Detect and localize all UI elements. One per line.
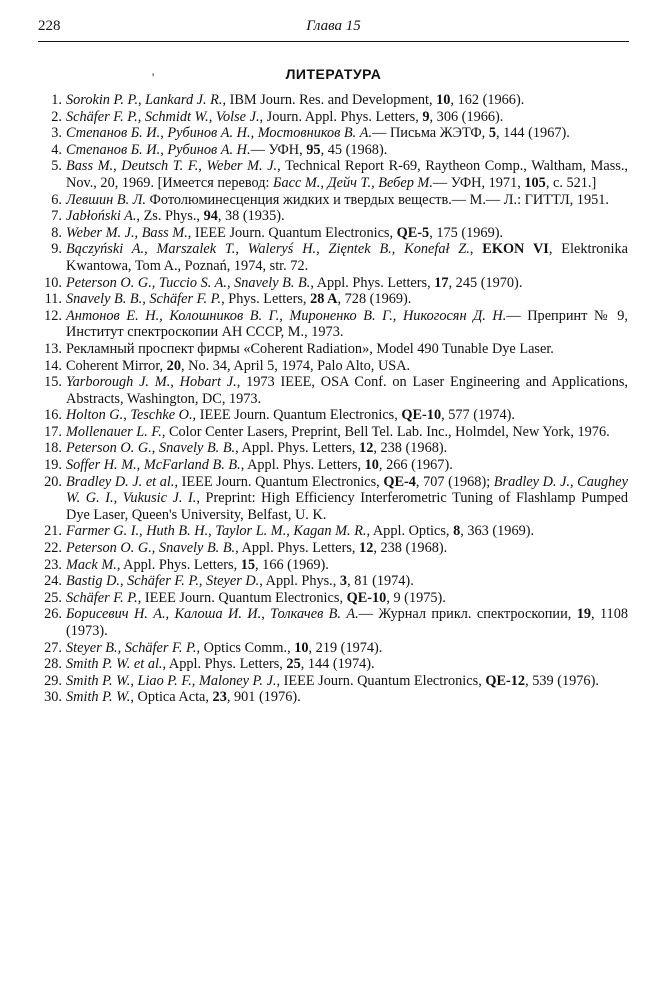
reference-text (66, 407, 628, 424)
reference-item (40, 142, 628, 159)
reference-number: 5. (51, 158, 62, 175)
reference-details: , 1973 IEEE, OSA Conf. on Laser Engineering and Applications, Abstracts, Washington, DC, 1973. (66, 374, 628, 407)
reference-volume: 12 (359, 540, 374, 557)
reference-volume: 25 (286, 656, 301, 673)
reference-number: 14. (44, 357, 62, 374)
reference-volume: 8 (453, 523, 461, 540)
header-rule (38, 41, 629, 42)
section-title: ЛИТЕРАТУРА (285, 66, 382, 82)
reference-item (40, 241, 628, 274)
reference-authors: Jabłoński A. (66, 208, 137, 225)
reference-authors: Smith P. W., Liao P. F., Maloney P. J. (66, 672, 277, 689)
reference-volume: 12 (359, 440, 374, 457)
reference-authors: Peterson O. G., Snavely B. B. (66, 440, 236, 457)
reference-text (66, 440, 628, 457)
reference-details: , 45 (1968). (320, 141, 388, 158)
reference-authors: Bass M., Deutsch T. F., Weber M. J. (66, 158, 278, 175)
reference-details: — УФН, 1971, (432, 174, 525, 191)
reference-authors: Peterson O. G., Snavely B. B. (66, 540, 236, 557)
reference-authors: Yarborough J. M., Hobart J. (66, 374, 237, 391)
reference-item (40, 341, 628, 358)
reference-number: 10. (44, 274, 62, 291)
reference-authors: Soffer H. M., McFarland B. B. (66, 457, 241, 474)
reference-details: , 266 (1967). (378, 457, 453, 474)
reference-authors: Bradley D. J. et al. (66, 473, 175, 490)
reference-details: , Appl. Phys. Letters, (116, 556, 241, 573)
reference-details: , Appl. Phys. Letters, (235, 440, 360, 457)
reference-text (66, 606, 628, 639)
reference-volume: 19 (576, 606, 591, 623)
reference-number: 13. (44, 340, 62, 357)
page-number: 228 (38, 18, 61, 34)
reference-item (40, 424, 628, 441)
margin-mark: ' (152, 70, 155, 84)
reference-volume: 105 (524, 174, 546, 191)
reference-authors: Mack M. (66, 556, 117, 573)
reference-volume: 17 (434, 274, 449, 291)
reference-details: , 245 (1970). (448, 274, 523, 291)
reference-item (40, 474, 628, 524)
reference-text (66, 158, 628, 191)
reference-volume: 3 (339, 573, 348, 590)
reference-text (66, 457, 628, 474)
reference-authors: Schäfer F. P., Schmidt W., Volse J. (66, 108, 260, 125)
reference-details: , Appl. Phys. Letters, (162, 656, 287, 673)
reference-number: 17. (44, 423, 62, 440)
reference-text (66, 241, 628, 274)
reference-number: 25. (44, 589, 62, 606)
reference-details: — УФН, (250, 141, 307, 158)
reference-list (40, 92, 628, 706)
reference-text (66, 656, 628, 673)
reference-volume: QE-4 (383, 473, 416, 490)
reference-details: , No. 34, April 5, 1974, Palo Alto, USA. (180, 357, 411, 374)
reference-number: 22. (44, 540, 62, 557)
reference-text (66, 225, 628, 242)
reference-details: , 306 (1966). (429, 108, 504, 125)
reference-number: 8. (51, 224, 62, 241)
reference-text (66, 358, 628, 375)
reference-item (40, 275, 628, 292)
reference-details: , (469, 241, 483, 258)
reference-details: , 363 (1969). (460, 523, 535, 540)
reference-number: 11. (44, 291, 62, 308)
reference-text (66, 208, 628, 225)
reference-details: , 901 (1976). (226, 689, 301, 706)
reference-volume: QE-10 (346, 589, 387, 606)
reference-number: 28. (44, 656, 62, 673)
reference-details: , 577 (1974). (441, 407, 515, 424)
reference-item (40, 308, 628, 341)
reference-details: , Appl. Phys. Letters, (240, 457, 365, 474)
reference-authors: Степанов Б. И., Рубинов А. Н., Мостовников В. А. (66, 125, 373, 142)
reference-number: 9. (51, 241, 62, 258)
reference-volume: QE-10 (401, 407, 442, 424)
reference-volume: 15 (240, 556, 256, 573)
reference-details: , Elektronika Kwantowa, Tom A., Poznań, 1974, str. 72. (66, 241, 628, 274)
reference-authors: Steyer B., Schäfer F. P. (66, 639, 197, 656)
reference-number: 20. (44, 473, 62, 490)
reference-text (66, 540, 628, 557)
reference-number: 1. (51, 92, 62, 108)
reference-item (40, 457, 628, 474)
reference-volume: 9 (422, 108, 430, 125)
reference-details: , Optics Comm., (196, 639, 295, 656)
reference-text (66, 308, 628, 341)
reference-volume: QE-12 (485, 672, 526, 689)
reference-details: , с. 521.] (545, 174, 597, 191)
reference-text (66, 341, 628, 358)
reference-text (66, 192, 628, 209)
reference-details: , Appl. Optics, (366, 523, 454, 540)
reference-details: , IEEE Journ. Quantum Electronics, (276, 672, 486, 689)
reference-authors: Борисевич Н. А., Калоша И. И., Толкачев В. А. (66, 606, 359, 623)
reference-item (40, 208, 628, 225)
reference-details: , 175 (1969). (429, 224, 504, 241)
reference-details: , 219 (1974). (308, 639, 383, 656)
reference-item (40, 109, 628, 126)
reference-number: 15. (44, 374, 62, 391)
running-header (38, 18, 629, 40)
reference-number: 27. (44, 639, 62, 656)
reference-item (40, 656, 628, 673)
reference-volume: 94 (203, 208, 218, 225)
reference-details: , 728 (1969). (337, 291, 412, 308)
reference-authors: Левшин В. Л. (66, 191, 146, 208)
reference-text (66, 474, 628, 524)
reference-text (66, 374, 628, 407)
reference-text (66, 523, 628, 540)
reference-details: , IEEE Journ. Quantum Electronics, (192, 407, 402, 424)
reference-number: 2. (51, 108, 62, 125)
reference-text (66, 673, 628, 690)
reference-details: , Zs. Phys., (136, 208, 204, 225)
reference-details: , 144 (1974). (300, 656, 375, 673)
reference-authors: Holton G., Teschke O. (66, 407, 193, 424)
reference-item (40, 358, 628, 375)
reference-authors: Степанов Б. И., Рубинов А. Н. (66, 141, 251, 158)
reference-number: 7. (51, 208, 62, 225)
reference-volume: 95 (306, 141, 321, 158)
reference-authors: Peterson O. G., Tuccio S. A., Snavely B. B. (66, 274, 311, 291)
reference-volume: 10 (294, 639, 309, 656)
reference-details: , 38 (1935). (217, 208, 285, 225)
reference-item (40, 407, 628, 424)
reference-text (66, 424, 628, 441)
reference-volume: 10 (364, 457, 379, 474)
reference-details: Рекламный проспект фирмы «Coherent Radiation», Model 490 Tunable Dye Laser. (66, 340, 554, 357)
reference-authors: Weber M. J., Bass M. (66, 224, 188, 241)
reference-details: — Письма ЖЭТФ, (372, 125, 489, 142)
reference-text (66, 573, 628, 590)
reference-details: , IBM Journ. Res. and Development, (222, 92, 437, 108)
reference-item (40, 225, 628, 242)
reference-item (40, 640, 628, 657)
reference-number: 4. (51, 141, 62, 158)
reference-details: , Appl. Phys., (259, 573, 340, 590)
reference-number: 6. (51, 191, 62, 208)
reference-text (66, 689, 628, 706)
reference-item (40, 125, 628, 142)
reference-number: 29. (44, 672, 62, 689)
reference-details: — Журнал прикл. спектроскопии, (358, 606, 577, 623)
reference-item (40, 158, 628, 191)
reference-item (40, 689, 628, 706)
reference-authors: Schäfer F. P. (66, 589, 138, 606)
reference-text (66, 142, 628, 159)
reference-details: , 162 (1966). (450, 92, 525, 108)
reference-details: , Phys. Letters, (221, 291, 311, 308)
reference-details: , 1108 (1973). (66, 606, 629, 639)
reference-authors: Farmer G. I., Huth B. H., Taylor L. M., Kagan M. R. (66, 523, 367, 540)
reference-number: 19. (44, 457, 62, 474)
reference-text (66, 557, 628, 574)
reference-details: — Препринт № 9, Институт спектроскопии АН СССР, М., 1973. (66, 307, 628, 341)
reference-authors: Антонов Е. Н., Колошников В. Г., Мироненко В. Г., Никогосян Д. Н. (66, 307, 507, 324)
reference-item (40, 440, 628, 457)
reference-number: 3. (51, 125, 62, 142)
reference-volume: 10 (436, 92, 451, 108)
reference-item (40, 590, 628, 607)
reference-item (40, 557, 628, 574)
reference-item (40, 92, 628, 109)
reference-authors: Bastig D., Schäfer F. P., Steyer D. (66, 573, 260, 590)
reference-details: , Optica Acta, (130, 689, 213, 706)
reference-details: , 707 (1968); (415, 473, 494, 490)
reference-text (66, 92, 628, 109)
reference-details: , 539 (1976). (525, 672, 599, 689)
reference-details: , Technical Report R-69, Raytheon Comp., Waltham, Mass., Nov., 20, 1969. [Имеется перевод: (66, 158, 629, 191)
reference-details: , IEEE Journ. Quantum Electronics, (187, 224, 397, 241)
reference-number: 26. (44, 606, 62, 623)
reference-text (66, 640, 628, 657)
reference-number: 18. (44, 440, 62, 457)
reference-number: 24. (44, 573, 62, 590)
reference-text (66, 291, 628, 308)
reference-text (66, 590, 628, 607)
reference-volume: EKON VI (482, 241, 549, 258)
reference-details: , IEEE Journ. Quantum Electronics, (137, 589, 347, 606)
reference-text (66, 109, 628, 126)
reference-details: , Journ. Appl. Phys. Letters, (259, 108, 423, 125)
reference-number: 16. (44, 407, 62, 424)
reference-item (40, 523, 628, 540)
reference-volume: 23 (212, 689, 227, 706)
chapter-title: Глава 15 (306, 18, 361, 34)
reference-number: 30. (44, 689, 62, 706)
reference-authors: Smith P. W. (66, 689, 131, 706)
reference-text (66, 125, 628, 142)
reference-number: 21. (44, 523, 62, 540)
reference-details: , Color Center Lasers, Preprint, Bell Tel. Lab. Inc., Holmdel, New York, 1976. (161, 423, 610, 440)
reference-authors: Bączyński A., Marszalek T., Waleryś H., Zięntek B., Konefał Z. (66, 241, 470, 258)
reference-details: , Appl. Phys. Letters, (235, 540, 360, 557)
reference-volume: QE-5 (396, 224, 430, 241)
reference-volume: 5 (488, 125, 496, 142)
reference-item (40, 192, 628, 209)
reference-item (40, 606, 628, 639)
reference-details: , 144 (1967). (495, 125, 570, 142)
reference-details: , Preprint: High Efficiency Interferometric Tuning of Flashlamp Pumped Dye Laser, Queen's University, Belfast, U. K. (66, 490, 628, 523)
reference-authors: Mollenauer L. F. (66, 423, 162, 440)
reference-text (66, 275, 628, 292)
reference-authors: Басс М., Дейч Т., Вебер М. (273, 174, 433, 191)
reference-volume: 20 (166, 357, 181, 374)
reference-authors: Sorokin P. P., Lankard J. R. (66, 92, 223, 108)
reference-item (40, 291, 628, 308)
reference-details: , 166 (1969). (255, 556, 329, 573)
reference-item (40, 540, 628, 557)
reference-details: Фотолюминесценция жидких и твердых веществ.— М.— Л.: ГИТТЛ, 1951. (145, 191, 609, 208)
reference-details: , 9 (1975). (386, 589, 446, 606)
reference-details: , 238 (1968). (373, 540, 448, 557)
reference-authors: Smith P. W. et al. (66, 656, 163, 673)
reference-details: , IEEE Journ. Quantum Electronics, (174, 473, 384, 490)
reference-item (40, 374, 628, 407)
reference-details: Coherent Mirror, (66, 357, 167, 374)
reference-details: , 81 (1974). (347, 573, 414, 590)
reference-details: , Appl. Phys. Letters, (310, 274, 435, 291)
reference-item (40, 673, 628, 690)
reference-number: 12. (44, 307, 62, 324)
reference-authors: Snavely B. B., Schäfer F. P. (66, 291, 222, 308)
reference-volume: 28 A (310, 291, 338, 308)
reference-authors: Bradley D. J., Caughey W. G. I., Vukusic J. I. (66, 473, 628, 507)
reference-details: , 238 (1968). (373, 440, 448, 457)
reference-item (40, 573, 628, 590)
reference-number: 23. (44, 556, 62, 573)
